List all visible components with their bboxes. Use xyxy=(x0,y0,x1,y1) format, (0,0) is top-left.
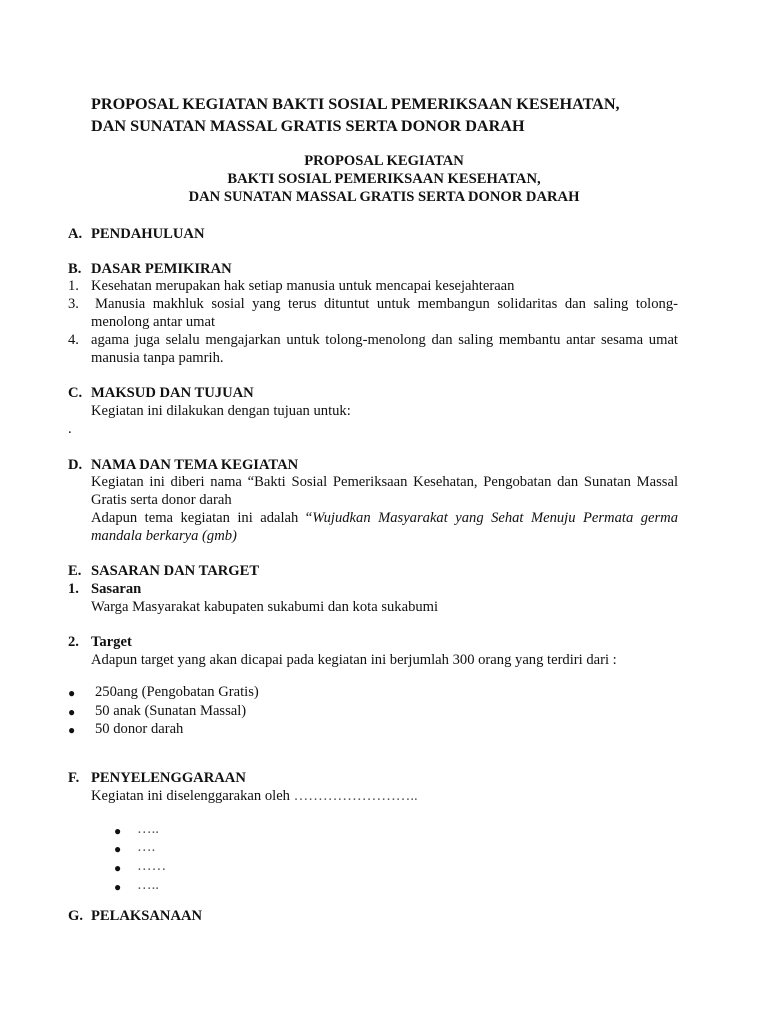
list-item-text: Manusia makhluk sosial yang terus dituntut untuk membangun solidaritas dan saling tolong- xyxy=(95,296,678,312)
list-item-number: 3. xyxy=(68,296,79,312)
section-g-heading: PELAKSANAAN xyxy=(91,908,203,924)
section-c-heading: MAKSUD DAN TUJUAN xyxy=(91,385,254,401)
stray-period: . xyxy=(68,421,72,437)
theme-prefix: Adapun tema kegiatan ini adalah “ xyxy=(91,510,313,526)
section-d-line-1: Kegiatan ini diberi nama “Bakti Sosial Pemeriksaan Kesehatan, Pengobatan dan Sunatan Massal xyxy=(91,474,678,490)
section-e-label: E. xyxy=(68,563,82,579)
sasaran-text: Warga Masyarakat kabupaten sukabumi dan kota sukabumi xyxy=(91,599,439,615)
section-f-text xyxy=(91,787,418,805)
section-a-heading: PENDAHULUAN xyxy=(91,226,205,242)
subtitle-line-3: DAN SUNATAN MASSAL GRATIS SERTA DONOR DARAH xyxy=(188,189,580,205)
bullet-item: 50 anak (Sunatan Massal) xyxy=(95,703,247,719)
section-c-text: Kegiatan ini dilakukan dengan tujuan untuk: xyxy=(91,403,351,419)
section-f-heading: PENYELENGGARAAN xyxy=(91,770,246,786)
list-item-text: Kesehatan merupakan hak setiap manusia untuk mencapai kesejahteraan xyxy=(91,278,515,294)
section-c-label: C. xyxy=(68,385,83,401)
section-a-label: A. xyxy=(68,226,83,242)
document-title-line-2: DAN SUNATAN MASSAL GRATIS SERTA DONOR DARAH xyxy=(91,117,525,135)
bullet-item: 50 donor darah xyxy=(95,721,184,737)
theme-text: Wujudkan Masyarakat yang Sehat Menuju Permata germa xyxy=(312,510,678,526)
section-d-line-3 xyxy=(91,509,678,527)
bullet-icon: ● xyxy=(114,842,122,856)
list-item-text-continued: menolong antar umat xyxy=(91,314,216,330)
subtitle-line-2: BAKTI SOSIAL PEMERIKSAAN KESEHATAN, xyxy=(227,171,541,187)
subsection-number: 2. xyxy=(68,634,79,650)
subsection-number: 1. xyxy=(68,581,79,597)
bullet-icon: ● xyxy=(114,861,122,875)
list-item-number: 1. xyxy=(68,278,79,294)
bullet-placeholder: …. xyxy=(137,839,156,855)
theme-text-continued: mandala berkarya (gmb) xyxy=(91,528,237,544)
organizer-text: Kegiatan ini diselenggarakan oleh xyxy=(91,788,290,804)
section-f-label: F. xyxy=(68,770,80,786)
section-b-heading: DASAR PEMIKIRAN xyxy=(91,261,232,277)
bullet-placeholder: …… xyxy=(137,858,167,874)
target-text: Adapun target yang akan dicapai pada kegiatan ini berjumlah 300 orang yang terdiri dari : xyxy=(91,652,617,668)
section-b-label: B. xyxy=(68,261,82,277)
bullet-icon: ● xyxy=(114,880,122,894)
bullet-placeholder: ….. xyxy=(137,877,159,893)
subsection-heading-target: Target xyxy=(91,634,132,650)
list-item-text-continued: manusia tanpa pamrih. xyxy=(91,350,224,366)
bullet-item: 250ang (Pengobatan Gratis) xyxy=(95,684,259,700)
subsection-heading-sasaran: Sasaran xyxy=(91,581,142,597)
list-item-text: agama juga selalu mengajarkan untuk tolong-menolong dan saling membantu antar sesama umat xyxy=(91,332,678,348)
section-d-line-2: Gratis serta donor darah xyxy=(91,492,232,508)
organizer-placeholder: …………………….. xyxy=(293,788,418,804)
bullet-placeholder: ….. xyxy=(137,821,159,837)
section-g-label: G. xyxy=(68,908,83,924)
bullet-icon: ● xyxy=(114,824,122,838)
bullet-icon: ● xyxy=(68,705,76,719)
subtitle-line-1: PROPOSAL KEGIATAN xyxy=(304,153,464,169)
list-item-number: 4. xyxy=(68,332,79,348)
section-d-label: D. xyxy=(68,457,83,473)
bullet-icon: ● xyxy=(68,723,76,737)
document-title-line-1: PROPOSAL KEGIATAN BAKTI SOSIAL PEMERIKSAAN KESEHATAN, xyxy=(91,95,620,113)
section-d-heading: NAMA DAN TEMA KEGIATAN xyxy=(91,457,299,473)
section-e-heading: SASARAN DAN TARGET xyxy=(91,563,260,579)
bullet-icon: ● xyxy=(68,686,76,700)
